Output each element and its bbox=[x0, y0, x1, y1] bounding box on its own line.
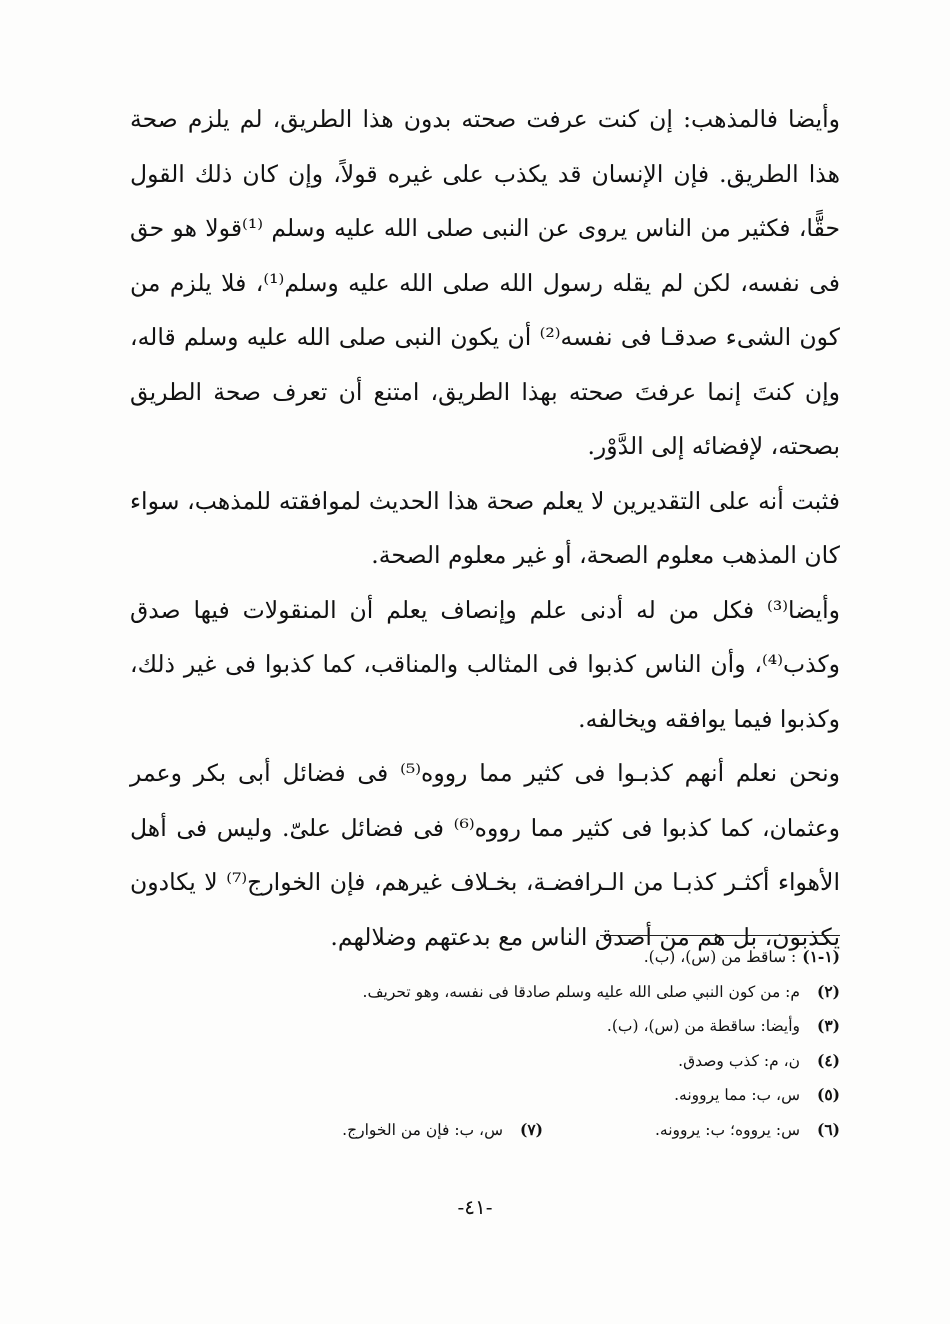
paragraph-4: ونحن نعلم أنهم كذبـوا فى كثير مما رووه⁽⁵⁾ فى فضائل أبى بكر وعمر وعثمان، كما كذبوا فى كثير مما رووه⁽⁶⁾ فى فضائل علىّ. وليس فى أهل الأهواء أكثـر كذبـا من الـرافضـة، بخـلاف غيرهم، فإن الخوارج⁽⁷⁾ لا يكادون يكذبون، بل هم من أصدق الناس مع بدعتهم وضلالهم. bbox=[130, 759, 840, 951]
main-text bbox=[130, 92, 840, 964]
footnote-number: (٤) bbox=[816, 1050, 840, 1070]
footnote-text: س: يرووه؛ ب: يروونه. bbox=[654, 1120, 800, 1139]
footnote-7 bbox=[342, 1113, 543, 1148]
footnote-4 bbox=[130, 1044, 840, 1079]
footnote-number: (٦) bbox=[816, 1119, 840, 1139]
footnote-number: (٢) bbox=[816, 981, 840, 1001]
footnote-number: (٥) bbox=[816, 1085, 840, 1104]
footnote-text: : ساقط من (س)، (ب). bbox=[643, 948, 797, 966]
footnote-number: (٣) bbox=[816, 1016, 840, 1035]
page-number: -٤١- bbox=[457, 1195, 493, 1219]
footnote-6 bbox=[655, 1113, 840, 1148]
footnote-text: م: من كون النبي صلى الله عليه وسلم صادقا فى نفسه، وهو تحريف. bbox=[362, 982, 800, 1001]
footnote-row-6-7 bbox=[130, 1113, 840, 1148]
footnote-text: س، ب: مما يروونه. bbox=[674, 1086, 800, 1104]
footnote-text: ن، م: كذب وصدق. bbox=[678, 1051, 800, 1070]
footnote-text: س، ب: فإن من الخوارج. bbox=[342, 1120, 503, 1139]
footnote-5 bbox=[130, 1078, 840, 1113]
footnote-number: (٧) bbox=[519, 1119, 543, 1139]
paragraph-2: فثبت أنه على التقديرين لا يعلم صحة هذا الحديث لموافقته للمذهب، سواء كان المذهب معلوم الصحة، أو غير معلوم الصحة. bbox=[130, 486, 840, 569]
footnote-number: (١-١) bbox=[802, 947, 840, 966]
footnote-3 bbox=[130, 1009, 840, 1044]
footnote-text: وأيضا: ساقطة من (س)، (ب). bbox=[606, 1017, 800, 1035]
footnote-2 bbox=[130, 975, 840, 1010]
footnote-1 bbox=[130, 940, 840, 975]
paragraph-3: وأيضا⁽³⁾ فكل من له أدنى علم وإنصاف يعلم أن المنقولات فيها صدق وكذب⁽⁴⁾، وأن الناس كذبوا فى المثالب والمناقب، كما كذبوا فى غير ذلك، وكذبوا فيما يوافقه ويخالفه. bbox=[130, 595, 840, 733]
footnotes bbox=[130, 935, 840, 1147]
footnote-separator bbox=[600, 935, 840, 936]
paragraph-1: وأيضا فالمذهب: إن كنت عرفت صحته بدون هذا الطريق، لم يلزم صحة هذا الطريق. فإن الإنسان قد يكذب على غيره قولاً، وإن كان ذلك القول حقًّا، فكثير من الناس يروى عن النبى صلى الله عليه وسلم ⁽¹⁾قولا هو حق فى نفسه، لكن لم يقله رسول الله صلى الله عليه وسلم⁽¹⁾، فلا يلزم من كون الشىء صدقـا فى نفسه⁽²⁾ أن يكون النبى صلى الله عليه وسلم قاله، وإن كنتَ إنما عرفتَ صحته بهذا الطريق، امتنع أن تعرف صحة الطريق بصحته، لإفضائه إلى الدَّوْر. bbox=[130, 105, 840, 460]
